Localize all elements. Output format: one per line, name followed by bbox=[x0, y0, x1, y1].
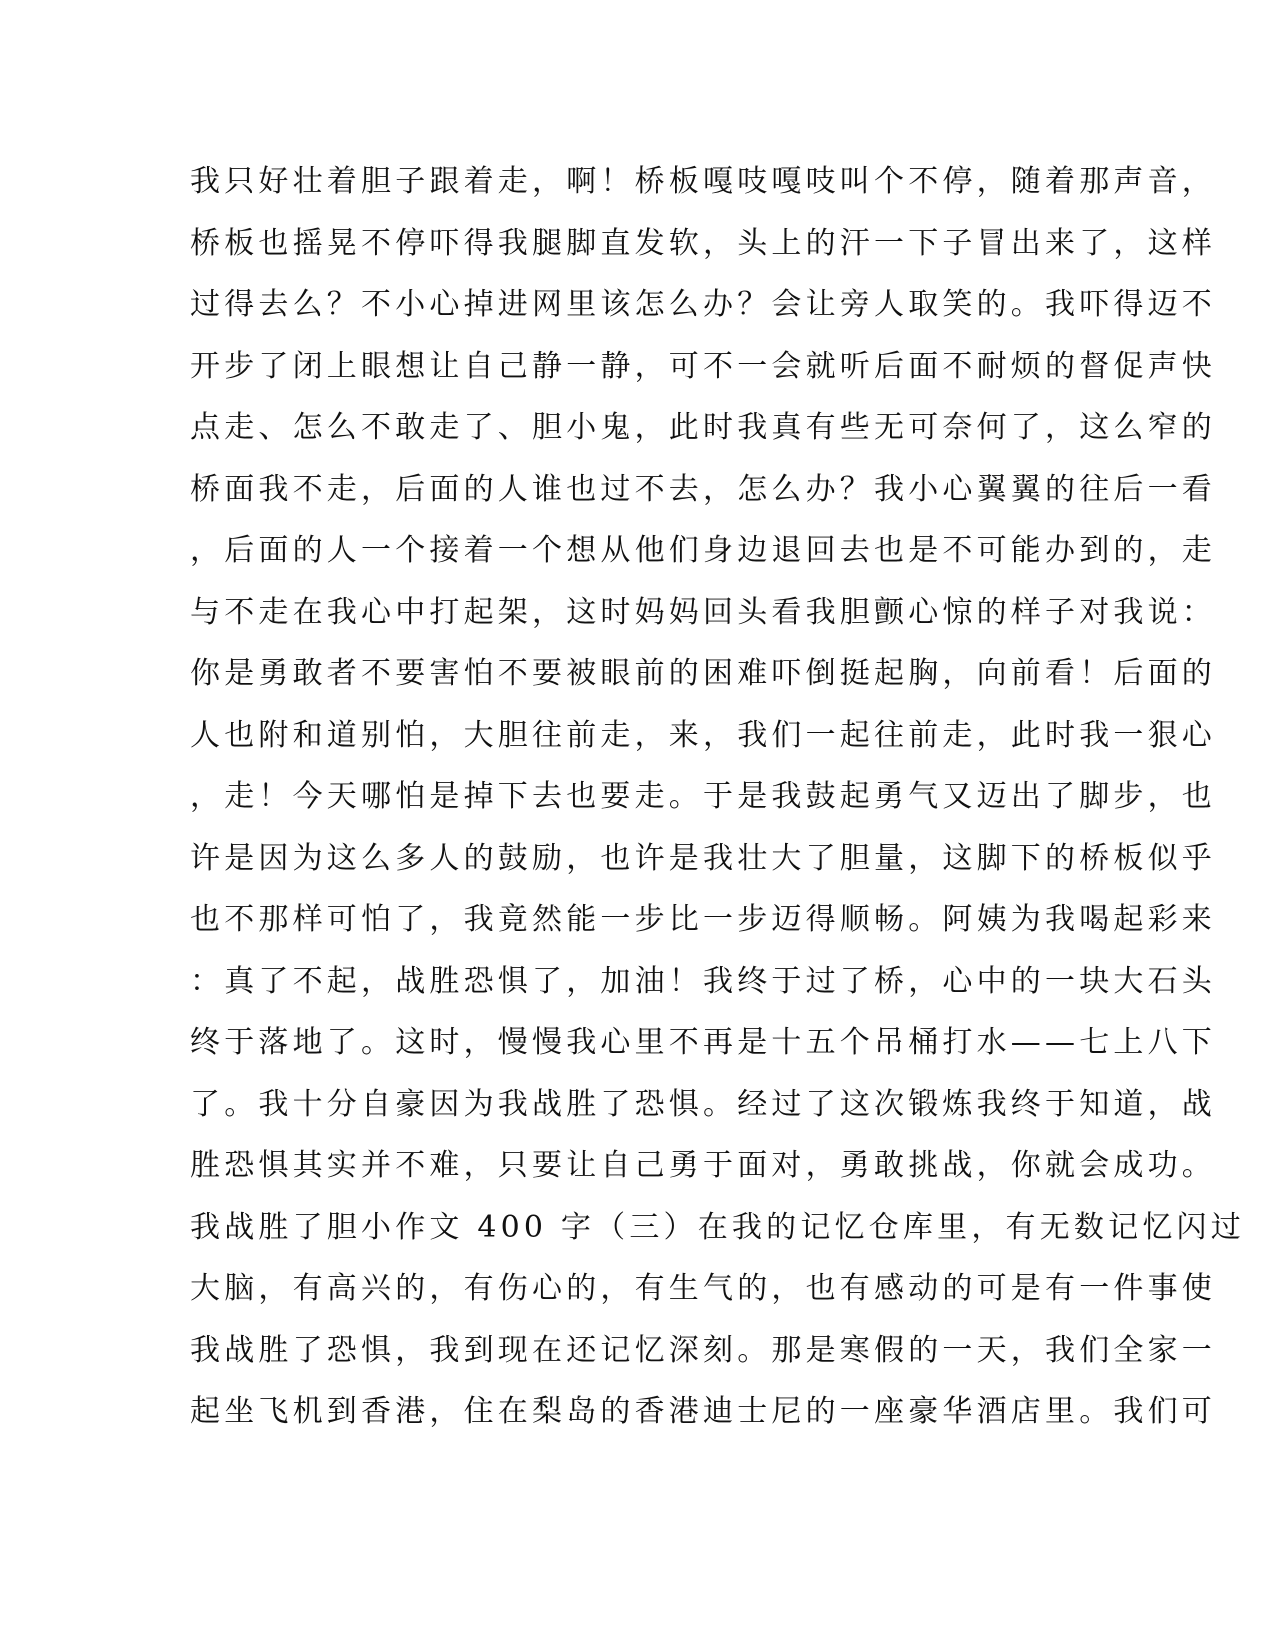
text-line: 过得去么？不小心掉进网里该怎么办？会让旁人取笑的。我吓得迈不 bbox=[190, 287, 1216, 322]
text-line: 开步了闭上眼想让自己静一静，可不一会就听后面不耐烦的督促声快 bbox=[190, 348, 1216, 384]
text-line: 我战胜了胆小作文 400 字（三）在我的记忆仓库里，有无数记忆闪过 bbox=[190, 1209, 1245, 1245]
text-line: 你是勇敢者不要害怕不要被眼前的困难吓倒挺起胸，向前看！后面的 bbox=[190, 656, 1216, 691]
text-line: 桥面我不走，后面的人谁也过不去，怎么办？我小心翼翼的往后一看 bbox=[190, 471, 1216, 507]
text-line: ：真了不起，战胜恐惧了，加油！我终于过了桥，心中的一块大石头 bbox=[190, 963, 1216, 999]
text-line: 桥板也摇晃不停吓得我腿脚直发软，头上的汗一下子冒出来了，这样 bbox=[190, 225, 1216, 261]
body-text bbox=[190, 160, 1245, 1452]
text-line: 也不那样可怕了，我竟然能一步比一步迈得顺畅。阿姨为我喝起彩来 bbox=[190, 902, 1216, 937]
text-line: 许是因为这么多人的鼓励，也许是我壮大了胆量，这脚下的桥板似乎 bbox=[190, 840, 1216, 876]
text-line: 了。我十分自豪因为我战胜了恐惧。经过了这次锻炼我终于知道，战 bbox=[190, 1086, 1216, 1122]
text-line: 人也附和道别怕，大胆往前走，来，我们一起往前走，此时我一狠心 bbox=[190, 717, 1216, 753]
text-line: 大脑，有高兴的，有伤心的，有生气的，也有感动的可是有一件事使 bbox=[190, 1271, 1216, 1306]
text-line: 起坐飞机到香港，住在梨岛的香港迪士尼的一座豪华酒店里。我们可 bbox=[190, 1394, 1216, 1429]
text-line: ，后面的人一个接着一个想从他们身边退回去也是不可能办到的，走 bbox=[190, 533, 1216, 568]
text-line: 我只好壮着胆子跟着走，啊！桥板嘎吱嘎吱叫个不停，随着那声音， bbox=[190, 164, 1216, 199]
text-line: 胜恐惧其实并不难，只要让自己勇于面对，勇敢挑战，你就会成功。 bbox=[190, 1148, 1216, 1183]
text-line: ，走！今天哪怕是掉下去也要走。于是我鼓起勇气又迈出了脚步，也 bbox=[190, 779, 1216, 814]
text-line: 与不走在我心中打起架，这时妈妈回头看我胆颤心惊的样子对我说： bbox=[190, 594, 1216, 630]
text-line: 点走、怎么不敢走了、胆小鬼，此时我真有些无可奈何了，这么窄的 bbox=[190, 410, 1216, 445]
text-line: 我战胜了恐惧，我到现在还记忆深刻。那是寒假的一天，我们全家一 bbox=[190, 1332, 1216, 1368]
text-line: 终于落地了。这时，慢慢我心里不再是十五个吊桶打水——七上八下 bbox=[190, 1025, 1216, 1060]
